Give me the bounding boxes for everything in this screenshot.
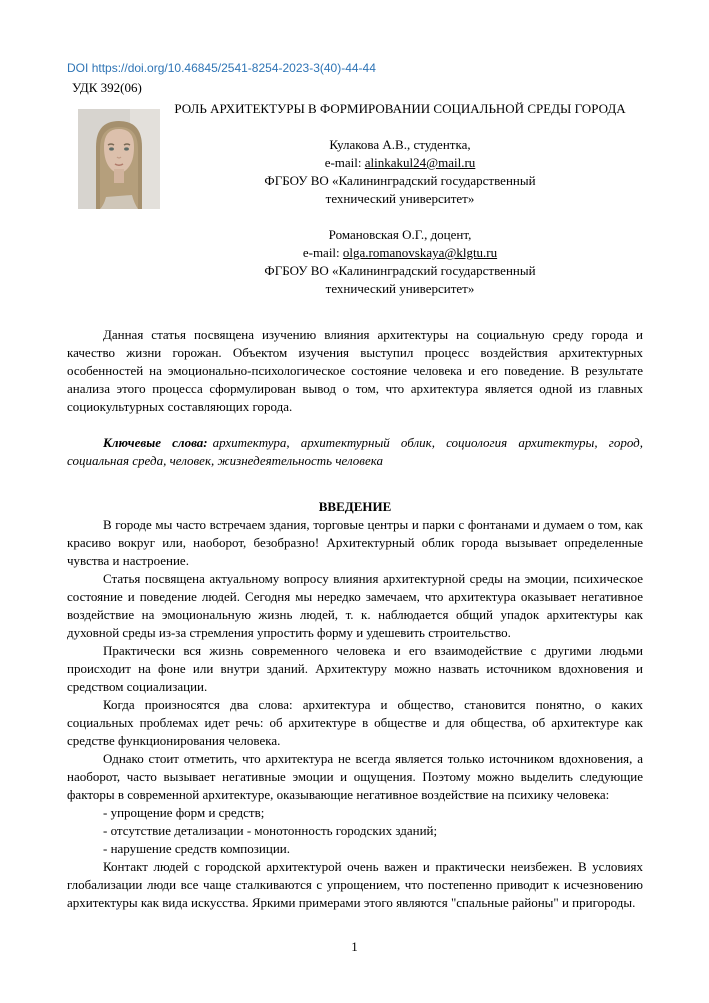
author-1-affiliation-line-1: ФГБОУ ВО «Калининградский государственный <box>264 173 536 188</box>
author-2-email-label: e-mail: <box>302 245 340 260</box>
intro-paragraph-3: Практически вся жизнь современного человека и его взаимодействие с другими людьми происходит на фоне или внутри зданий. Архитектуру можно назвать источником вдохновения и средством социализации. <box>67 643 643 694</box>
page-number: 1 <box>351 939 358 954</box>
author-block-2 <box>157 226 643 298</box>
doi-link[interactable]: https://doi.org/10.46845/2541-8254-2023-3(40)-44-44 <box>91 61 376 75</box>
introduction-heading: ВВЕДЕНИЕ <box>318 499 392 514</box>
author-1-email-link[interactable]: alinkakul24@mail.ru <box>364 155 476 170</box>
intro-paragraph-6: Контакт людей с городской архитектурой очень важен и практически неизбежен. В условиях глобализации люди все чаще сталкиваются с упрощением, что постепенно приводит к исчезновению архитектуры как вида искусства. Яркими примерами этого являются "спальные районы" и пригороды. <box>67 859 643 910</box>
author-2-email-link[interactable]: olga.romanovskaya@klgtu.ru <box>342 245 498 260</box>
list-item: - нарушение средств композиции. <box>103 841 290 856</box>
author-block-1 <box>157 136 643 208</box>
list-item: - упрощение форм и средств; <box>103 805 265 820</box>
negative-factors-list <box>67 804 643 858</box>
intro-paragraph-1: В городе мы часто встречаем здания, торговые центры и парки с фонтанами и думаем о том, как красиво вокруг или, наоборот, безобразно! Архитектурный облик города вызывает определенные чувства и настроение. <box>67 517 643 568</box>
author-2-affiliation-line-1: ФГБОУ ВО «Калининградский государственный <box>264 263 536 278</box>
author-1-email-line <box>157 154 643 172</box>
author-1-affiliation-line-2: технический университет» <box>325 191 475 206</box>
article-header <box>67 100 643 316</box>
author-2-email-line <box>157 244 643 262</box>
intro-paragraph-5: Однако стоит отметить, что архитектура не всегда является только источником вдохновения, а наоборот, часто вызывает негативные эмоции и ощущения. Поэтому можно выделить следующие факторы в современной архитектуре, оказывающие негативное воздействие на психику человека: <box>67 751 643 802</box>
intro-paragraph-2: Статья посвящена актуальному вопросу влияния архитектурной среды на эмоции, психическое состояние и поведение людей. Сегодня мы нередко замечаем, что архитектура оказывает негативное воздействие на эмоциональную жизнь людей, т. к. наблюдается общий упадок архитектуры как духовной среды из-за стремления упростить форму и удешевить строительство. <box>67 571 643 640</box>
author-1-email-label: e-mail: <box>324 155 362 170</box>
keywords-label: Ключевые слова: <box>103 435 208 450</box>
udc-code: УДК 392(06) <box>72 80 142 95</box>
author-2-name: Романовская О.Г., доцент, <box>328 227 472 242</box>
keywords-text: архитектура, архитектурный облик, социология архитектуры, город, социальная среда, человек, жизнедеятельность человека <box>67 435 643 468</box>
list-item: - отсутствие детализации - монотонность городских зданий; <box>103 823 438 838</box>
keywords-paragraph <box>67 434 643 470</box>
header-text-column <box>157 100 643 298</box>
author-2-affiliation-line-2: технический университет» <box>325 281 475 296</box>
doi-label: DOI <box>67 61 89 75</box>
author-1-name: Кулакова А.В., студентка, <box>329 137 471 152</box>
article-title: РОЛЬ АРХИТЕКТУРЫ В ФОРМИРОВАНИИ СОЦИАЛЬНОЙ СРЕДЫ ГОРОДА <box>174 101 626 116</box>
doi-line <box>67 60 643 76</box>
intro-paragraph-4: Когда произносятся два слова: архитектура и общество, становится понятно, о каких социальных проблемах идет речь: об архитектуре в обществе и для общества, об архитектуре как средстве функционирования человека. <box>67 697 643 748</box>
abstract-paragraph: Данная статья посвящена изучению влияния архитектуры на социальную среду города и качество жизни горожан. Объектом изучения выступил процесс воздействия архитектурных особенностей на эмоционально-психологическое состояние человека и его поведение. В результате анализа этого процесса сформулирован вывод о том, что архитектура является одной из главных социокультурных составляющих города. <box>67 327 643 414</box>
author-portrait-photo <box>78 109 160 209</box>
